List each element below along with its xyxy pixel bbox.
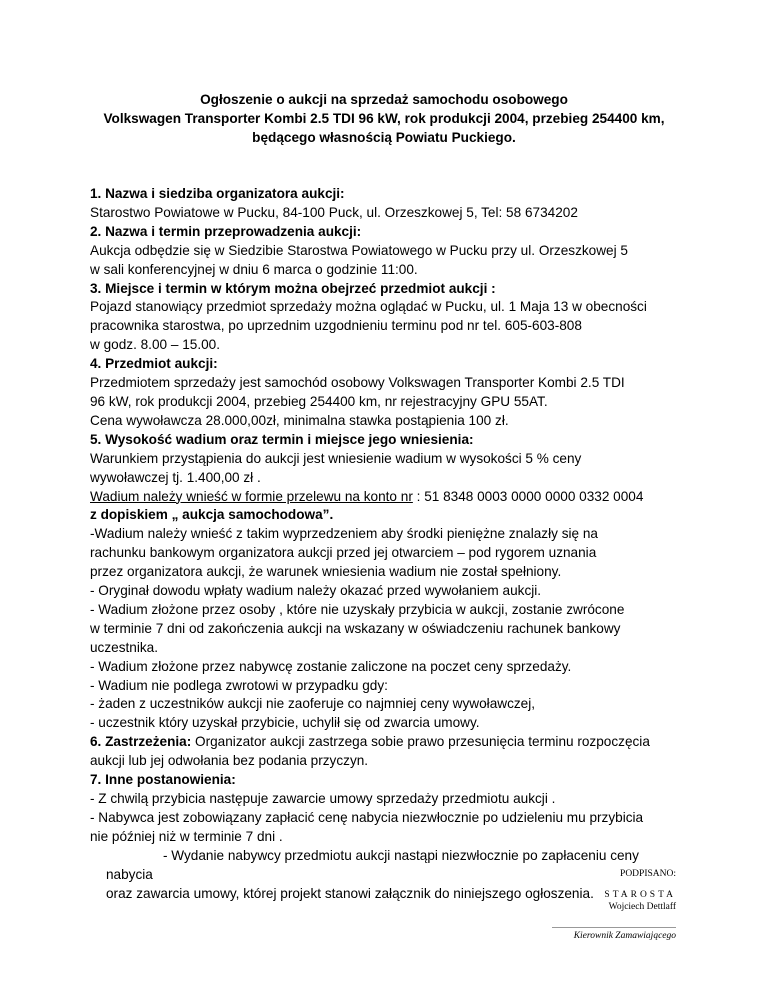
signature-rule: [552, 927, 676, 928]
section-4-heading: 4. Przedmiot aukcji:: [90, 356, 218, 372]
section-5-text: - Wadium złożone przez nabywcę zostanie zaliczone na poczet ceny sprzedaży.: [90, 658, 572, 674]
section-5-text: - Wadium nie podlega zwrotowi w przypadku gdy:: [90, 677, 388, 693]
section-4-text: 96 kW, rok produkcji 2004, przebieg 254400 km, nr rejestracyjny GPU 55AT.: [90, 393, 548, 409]
signature-block: [516, 868, 676, 942]
bank-account-line: [90, 488, 690, 507]
section-5-text: - żaden z uczestników aukcji nie zaoferuje co najmniej ceny wywoławczej,: [90, 696, 536, 712]
title-line: Volkswagen Transporter Kombi 2.5 TDI 96 kW, rok produkcji 2004, przebieg 254400 km,: [103, 111, 665, 126]
section-3-text: w godz. 8.00 – 15.00.: [90, 337, 220, 353]
signatory-office: STAROSTA: [604, 890, 676, 900]
section-5-text: wywoławczej tj. 1.400,00 zł .: [90, 469, 261, 485]
section-5-text: w terminie 7 dni od zakończenia aukcji na wskazany w oświadczeniu rachunek bankowy: [90, 620, 621, 636]
section-1-heading: 1. Nazwa i siedziba organizatora aukcji:: [90, 186, 345, 201]
section-2-text: Aukcja odbędzie się w Siedzibie Starostwa Powiatowego w Pucku przy ul. Orzeszkowej 5: [90, 242, 628, 258]
section-6-heading: 6. Zastrzeżenia:: [90, 734, 192, 750]
section-5-text: przez organizatora aukcji, że warunek wniesienia wadium nie został spełniony.: [90, 564, 562, 580]
section-6-line: [90, 733, 690, 752]
section-5-text: - uczestnik który uzyskał przybicie, uchylił się od zwarcia umowy.: [90, 715, 480, 731]
title-line: będącego własnością Powiatu Puckiego.: [252, 130, 516, 145]
section-3-text: pracownika starostwa, po uprzednim uzgodnieniu terminu pod nr tel. 605-603-808: [90, 318, 582, 334]
section-5-text: -Wadium należy wnieść z takim wyprzedzeniem aby środki pieniężne znalazły się na: [90, 526, 598, 542]
section-4-text: Cena wywoławcza 28.000,00zł, minimalna stawka postąpienia 100 zł.: [90, 412, 509, 428]
section-6-text: Organizator aukcji zastrzega sobie prawo przesunięcia terminu rozpoczęcia: [191, 734, 650, 750]
section-5-text: - Oryginał dowodu wpłaty wadium należy okazać przed wywołaniem aukcji.: [90, 583, 542, 599]
section-7-text: - Nabywca jest zobowiązany zapłacić cenę nabycia niezwłocznie po udzieleniu mu przybicia: [90, 809, 644, 825]
document-title: [0, 90, 768, 147]
title-line: Ogłoszenie o aukcji na sprzedaż samochodu osobowego: [200, 92, 568, 107]
section-7-text: - Wydanie nabywcy przedmiotu aukcji nastąpi niezwłocznie po zapłaceniu ceny: [163, 847, 639, 863]
section-5-text: Warunkiem przystąpienia do aukcji jest wniesienie wadium w wysokości 5 % ceny: [90, 450, 582, 466]
section-5-text: rachunku bankowym organizatora aukcji przed jej otwarciem – pod rygorem uznania: [90, 545, 597, 561]
section-2-heading: 2. Nazwa i termin przeprowadzenia aukcji:: [90, 223, 362, 239]
section-5-text: - Wadium złożone przez osoby , które nie uzyskały przybicia w aukcji, zostanie zwrócone: [90, 601, 625, 617]
section-6-text: aukcji lub jej odwołania bez podania przyczyn.: [90, 753, 369, 769]
section-3-heading: 3. Miejsce i termin w którym można obejrzeć przedmiot aukcji :: [90, 280, 496, 296]
section-7-text: nie później niż w terminie 7 dni .: [90, 828, 283, 844]
section-2-text: w sali konferencyjnej w dniu 6 marca o godzinie 11:00.: [90, 261, 418, 277]
signatory-name: Wojciech Dettlaff: [608, 902, 676, 912]
signatory-role: Kierownik Zamawiającego: [573, 931, 676, 941]
document-body: [90, 185, 690, 903]
section-7-text: - Z chwilą przybicia następuje zawarcie umowy sprzedaży przedmiotu aukcji .: [90, 791, 556, 806]
section-1-text: Starostwo Powiatowe w Pucku, 84-100 Puck, ul. Orzeszkowej 5, Tel: 58 6734202: [90, 204, 578, 220]
section-7-text: nabycia: [106, 866, 153, 882]
bank-account-number: : 51 8348 0003 0000 0000 0332 0004: [412, 488, 644, 504]
section-4-text: Przedmiotem sprzedaży jest samochód osobowy Volkswagen Transporter Kombi 2.5 TDI: [90, 375, 625, 391]
section-5-heading: 5. Wysokość wadium oraz termin i miejsce jego wniesienia:: [90, 431, 474, 447]
signed-label: PODPISANO:: [620, 869, 676, 879]
section-3-text: Pojazd stanowiący przedmiot sprzedaży można oglądać w Pucku, ul. 1 Maja 13 w obecności: [90, 299, 647, 315]
bank-account-label: Wadium należy wnieść w formie przelewu na konto nr: [90, 488, 413, 504]
section-7-text: oraz zawarcia umowy, której projekt stanowi załącznik do niniejszego ogłoszenia.: [106, 885, 594, 901]
section-7-heading: 7. Inne postanowienia:: [90, 772, 236, 788]
section-5-text: uczestnika.: [90, 639, 159, 655]
transfer-note: z dopiskiem „ aukcja samochodowa”.: [90, 507, 334, 523]
